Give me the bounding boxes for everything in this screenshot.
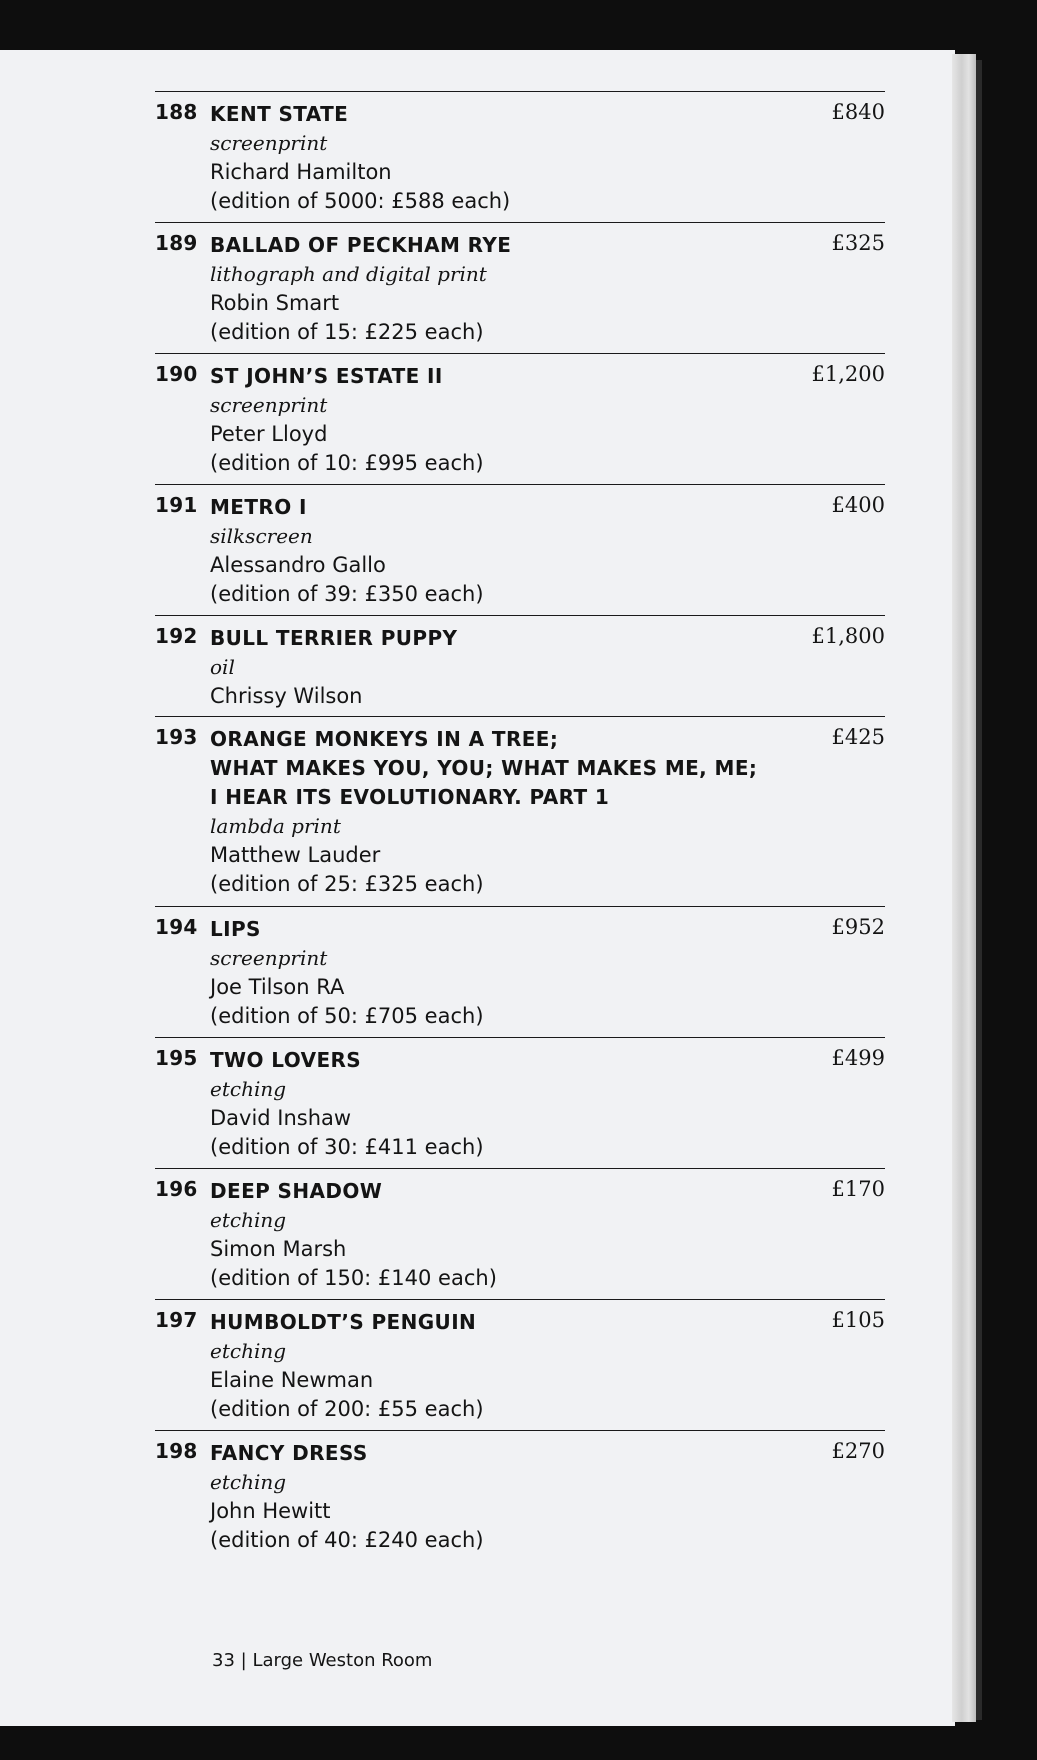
entry-title: ORANGE MONKEYS IN A TREE; bbox=[210, 727, 559, 751]
entry-details bbox=[210, 1046, 885, 1162]
entry-artist: Matthew Lauder bbox=[210, 843, 381, 867]
entry-edition: (edition of 40: £240 each) bbox=[210, 1528, 484, 1552]
entry-artist: John Hewitt bbox=[210, 1499, 331, 1523]
catalogue-entry bbox=[155, 1037, 885, 1159]
entry-edition: (edition of 30: £411 each) bbox=[210, 1135, 484, 1159]
entry-price: £840 bbox=[831, 100, 885, 124]
entry-price: £952 bbox=[831, 915, 885, 939]
entry-edition: (edition of 39: £350 each) bbox=[210, 582, 484, 606]
entry-medium: lithograph and digital print bbox=[210, 262, 487, 286]
catalogue-entry bbox=[155, 91, 885, 213]
entry-edition: (edition of 15: £225 each) bbox=[210, 320, 484, 344]
catalogue-entry bbox=[155, 906, 885, 1028]
entry-artist: Richard Hamilton bbox=[210, 160, 392, 184]
page-footer bbox=[212, 1650, 432, 1671]
entry-title: METRO I bbox=[210, 495, 307, 519]
entry-medium: screenprint bbox=[210, 131, 328, 155]
entry-number: 193 bbox=[155, 725, 198, 749]
page-number: 33 bbox=[212, 1650, 235, 1671]
entry-number: 194 bbox=[155, 915, 198, 939]
entry-details bbox=[210, 362, 885, 478]
entry-artist: Joe Tilson RA bbox=[210, 975, 345, 999]
entry-title: DEEP SHADOW bbox=[210, 1179, 383, 1203]
entry-price: £325 bbox=[831, 231, 885, 255]
entry-edition: (edition of 150: £140 each) bbox=[210, 1266, 497, 1290]
entry-details bbox=[210, 231, 885, 347]
catalogue-entry bbox=[155, 484, 885, 606]
entry-details bbox=[210, 100, 885, 216]
catalogue-entry bbox=[155, 353, 885, 475]
entry-medium: etching bbox=[210, 1339, 287, 1363]
entry-edition: (edition of 25: £325 each) bbox=[210, 872, 484, 896]
entry-price: £270 bbox=[831, 1439, 885, 1463]
catalogue-entry bbox=[155, 615, 885, 708]
catalogue-entry bbox=[155, 716, 885, 896]
entry-number: 197 bbox=[155, 1308, 198, 1332]
entry-title: HUMBOLDT’S PENGUIN bbox=[210, 1310, 477, 1334]
entry-medium: lambda print bbox=[210, 814, 341, 838]
entry-number: 190 bbox=[155, 362, 198, 386]
entry-number: 188 bbox=[155, 100, 198, 124]
entry-details bbox=[210, 1308, 885, 1424]
entry-artist: Simon Marsh bbox=[210, 1237, 347, 1261]
entry-artist: Alessandro Gallo bbox=[210, 553, 386, 577]
entry-artist: David Inshaw bbox=[210, 1106, 352, 1130]
entry-price: £1,800 bbox=[811, 624, 885, 648]
entry-artist: Chrissy Wilson bbox=[210, 684, 363, 708]
entry-details bbox=[210, 915, 885, 1031]
entry-title: BALLAD OF PECKHAM RYE bbox=[210, 233, 512, 257]
entry-title: ST JOHN’S ESTATE II bbox=[210, 364, 443, 388]
entry-price: £400 bbox=[831, 493, 885, 517]
entry-medium: screenprint bbox=[210, 946, 328, 970]
entry-medium: oil bbox=[210, 655, 235, 679]
entry-details bbox=[210, 624, 885, 711]
entry-details bbox=[210, 1439, 885, 1555]
page-edge-shadow bbox=[976, 60, 982, 1720]
entry-number: 189 bbox=[155, 231, 198, 255]
entry-medium: silkscreen bbox=[210, 524, 313, 548]
entry-details bbox=[210, 493, 885, 609]
catalogue-entry bbox=[155, 1299, 885, 1421]
entry-medium: etching bbox=[210, 1208, 287, 1232]
entry-price: £170 bbox=[831, 1177, 885, 1201]
entry-artist: Robin Smart bbox=[210, 291, 340, 315]
catalogue-entry bbox=[155, 1168, 885, 1290]
entry-artist: Peter Lloyd bbox=[210, 422, 328, 446]
entry-price: £499 bbox=[831, 1046, 885, 1070]
entry-medium: screenprint bbox=[210, 393, 328, 417]
catalogue-entry bbox=[155, 222, 885, 344]
entry-medium: etching bbox=[210, 1470, 287, 1494]
entry-details bbox=[210, 725, 885, 899]
entry-title: BULL TERRIER PUPPY bbox=[210, 626, 458, 650]
entry-details bbox=[210, 1177, 885, 1293]
entry-edition: (edition of 200: £55 each) bbox=[210, 1397, 484, 1421]
entry-title: KENT STATE bbox=[210, 102, 349, 126]
footer-separator: | bbox=[240, 1650, 247, 1671]
page-edge bbox=[952, 54, 976, 1722]
entry-number: 195 bbox=[155, 1046, 198, 1070]
entry-medium: etching bbox=[210, 1077, 287, 1101]
room-name: Large Weston Room bbox=[252, 1650, 433, 1671]
entry-edition: (edition of 10: £995 each) bbox=[210, 451, 484, 475]
entry-price: £105 bbox=[831, 1308, 885, 1332]
entry-title: FANCY DRESS bbox=[210, 1441, 368, 1465]
entry-title: WHAT MAKES YOU, YOU; WHAT MAKES ME, ME; bbox=[210, 756, 758, 780]
entry-price: £1,200 bbox=[811, 362, 885, 386]
entry-title: I HEAR ITS EVOLUTIONARY. PART 1 bbox=[210, 785, 610, 809]
entry-number: 196 bbox=[155, 1177, 198, 1201]
entry-number: 192 bbox=[155, 624, 198, 648]
entry-number: 198 bbox=[155, 1439, 198, 1463]
entry-title: TWO LOVERS bbox=[210, 1048, 362, 1072]
entry-title: LIPS bbox=[210, 917, 261, 941]
catalogue-entry bbox=[155, 1430, 885, 1552]
entry-artist: Elaine Newman bbox=[210, 1368, 374, 1392]
entry-price: £425 bbox=[831, 725, 885, 749]
entry-edition: (edition of 5000: £588 each) bbox=[210, 189, 511, 213]
entry-number: 191 bbox=[155, 493, 198, 517]
entry-edition: (edition of 50: £705 each) bbox=[210, 1004, 484, 1028]
